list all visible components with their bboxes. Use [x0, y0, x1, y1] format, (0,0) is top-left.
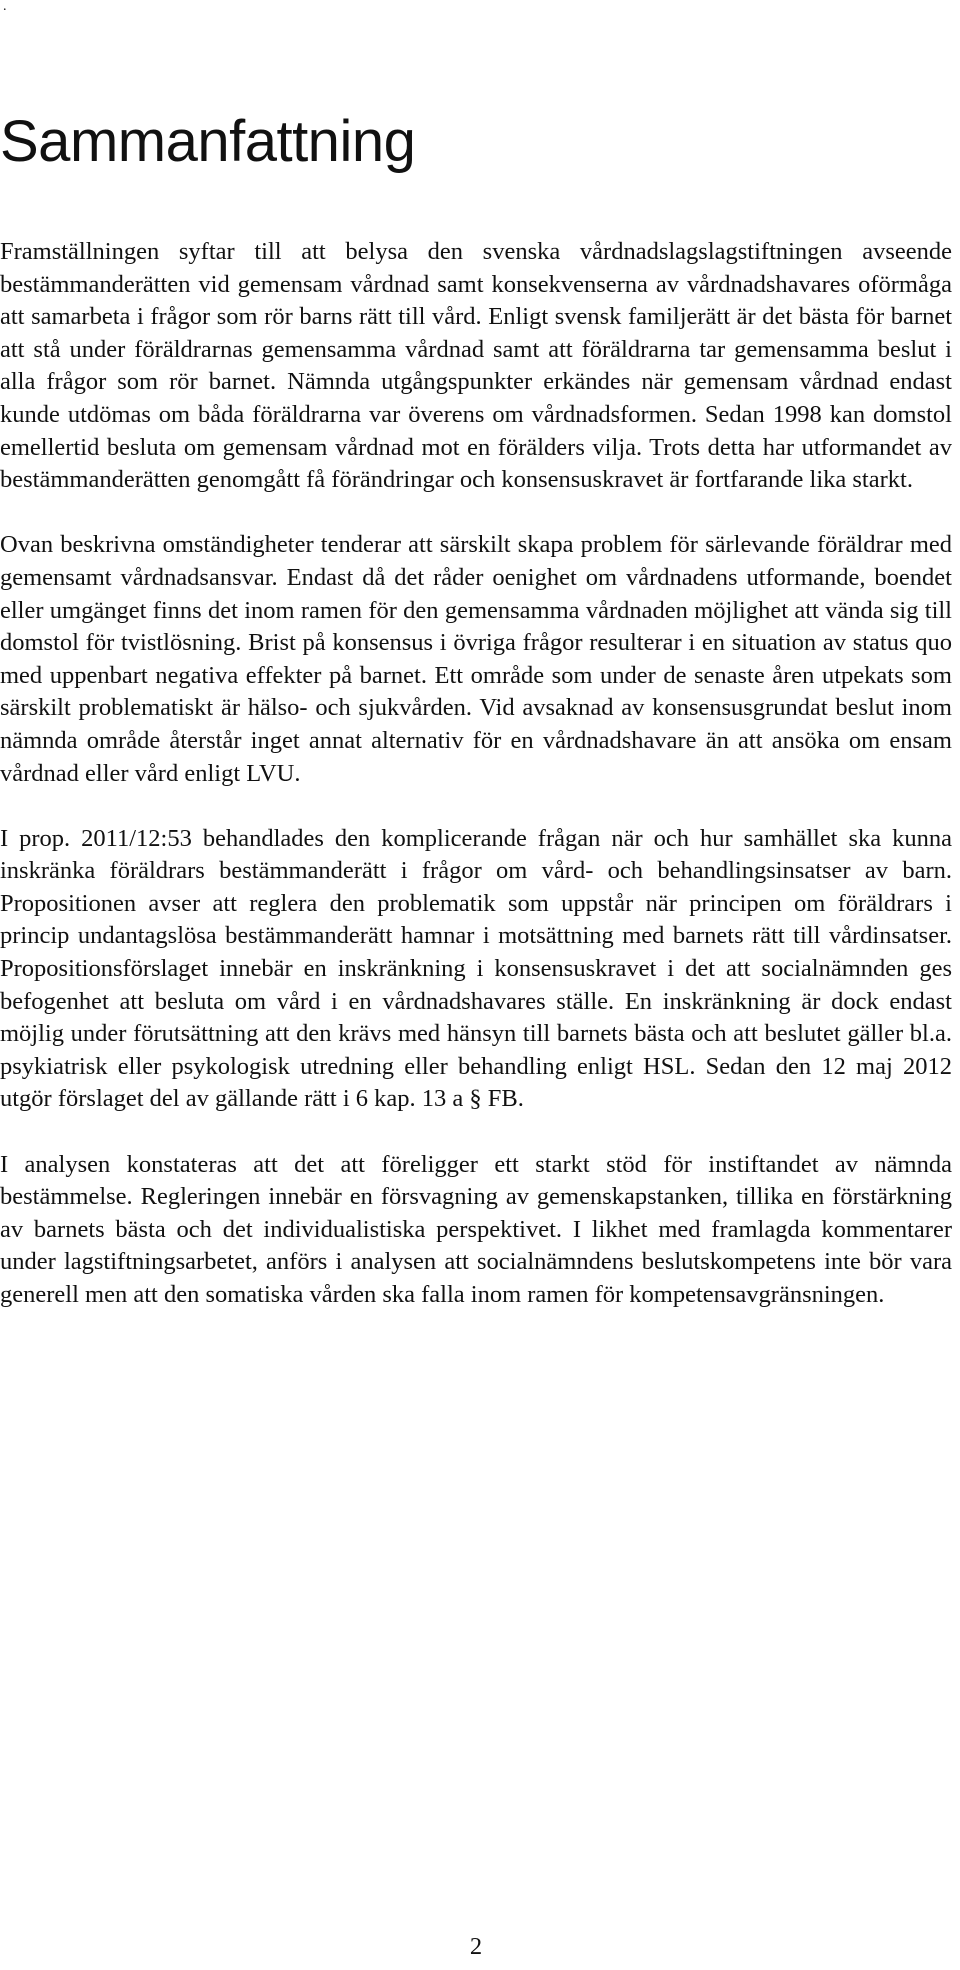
page-corner-mark: . [3, 0, 7, 14]
paragraph-4: I analysen konstateras att det att föreligger ett starkt stöd för instiftandet av nämnda bestämmelse. Regleringen innebär en försvagning av gemenskapstanken, tillika en förstärkning av barnets bästa och det individualistiska perspektivet. I likhet med framlagda kommentarer under lagstiftningsarbetet, anförs i analysen att socialnämndens beslutskompetens inte bör vara generell men att den somatiska vården ska falla inom ramen för kompetensavgränsningen. [0, 1150, 952, 1308]
summary-body [0, 236, 952, 1344]
page-title: Sammanfattning [0, 109, 416, 174]
paragraph-2: Ovan beskrivna omständigheter tenderar att särskilt skapa problem för särlevande föräldrar med gemensamt vårdnadsansvar. Endast då det råder oenighet om vårdnadens utformande, boendet eller umgänget finns det inom ramen för den gemensamma vårdnaden möjlighet att vända sig till domstol för tvistlösning. Brist på konsensus i övriga frågor resulterar i en situation av status quo med uppenbart negativa effekter på barnet. Ett område som under de senaste åren utpekats som särskilt problematiskt är hälso- och sjukvården. Vid avsaknad av konsensusgrundat beslut inom nämnda område återstår inget annat alternativ för en vårdnadshavare än att ansöka om ensam vårdnad eller vård enligt LVU. [0, 531, 952, 787]
paragraph-3: I prop. 2011/12:53 behandlades den komplicerande frågan när och hur samhället ska kunna inskränka föräldrars bestämmanderätt i frågor om vård- och behandlingsinsatser av barn. Propositionen avser att reglera den problematik som uppstår när principen om föräldrars i princip undantagslösa bestämmanderätt hamnar i motsättning med barnets rätt till vårdinsatser. Propositionsförslaget innebär en inskränkning i konsensuskravet i det att socialnämnden ges befogenhet att besluta om vård i en vårdnadshavares ställe. En inskränkning är dock endast möjlig under förutsättning att den krävs med hänsyn till barnets bästa och att beslutet gäller bl.a. psykiatrisk eller psykologisk utredning eller behandling enligt HSL. Sedan den 12 maj 2012 utgör förslaget del av gällande rätt i 6 kap. 13 a § FB. [0, 824, 952, 1113]
paragraph-1: Framställningen syftar till att belysa den svenska vårdnadslagslagstiftningen avseende bestämmanderätten vid gemensam vårdnad samt konsekvenserna av vårdnadshavares oförmåga att samarbeta i frågor som rör barns rätt till vård. Enligt svensk familjerätt är det bästa för barnet att stå under föräldrarnas gemensamma vårdnad samt att föräldrarna tar gemensamma beslut i alla frågor som rör barnet. Nämnda utgångspunkter erkändes när gemensam vårdnad endast kunde utdömas om båda föräldrarna var överens om vårdnadsformen. Sedan 1998 kan domstol emellertid besluta om gemensam vårdnad mot en förälders vilja. Trots detta har utformandet av bestämmanderätten genomgått få förändringar och konsensuskravet är fortfarande lika starkt. [0, 238, 952, 494]
page-number: 2 [469, 1933, 483, 1960]
